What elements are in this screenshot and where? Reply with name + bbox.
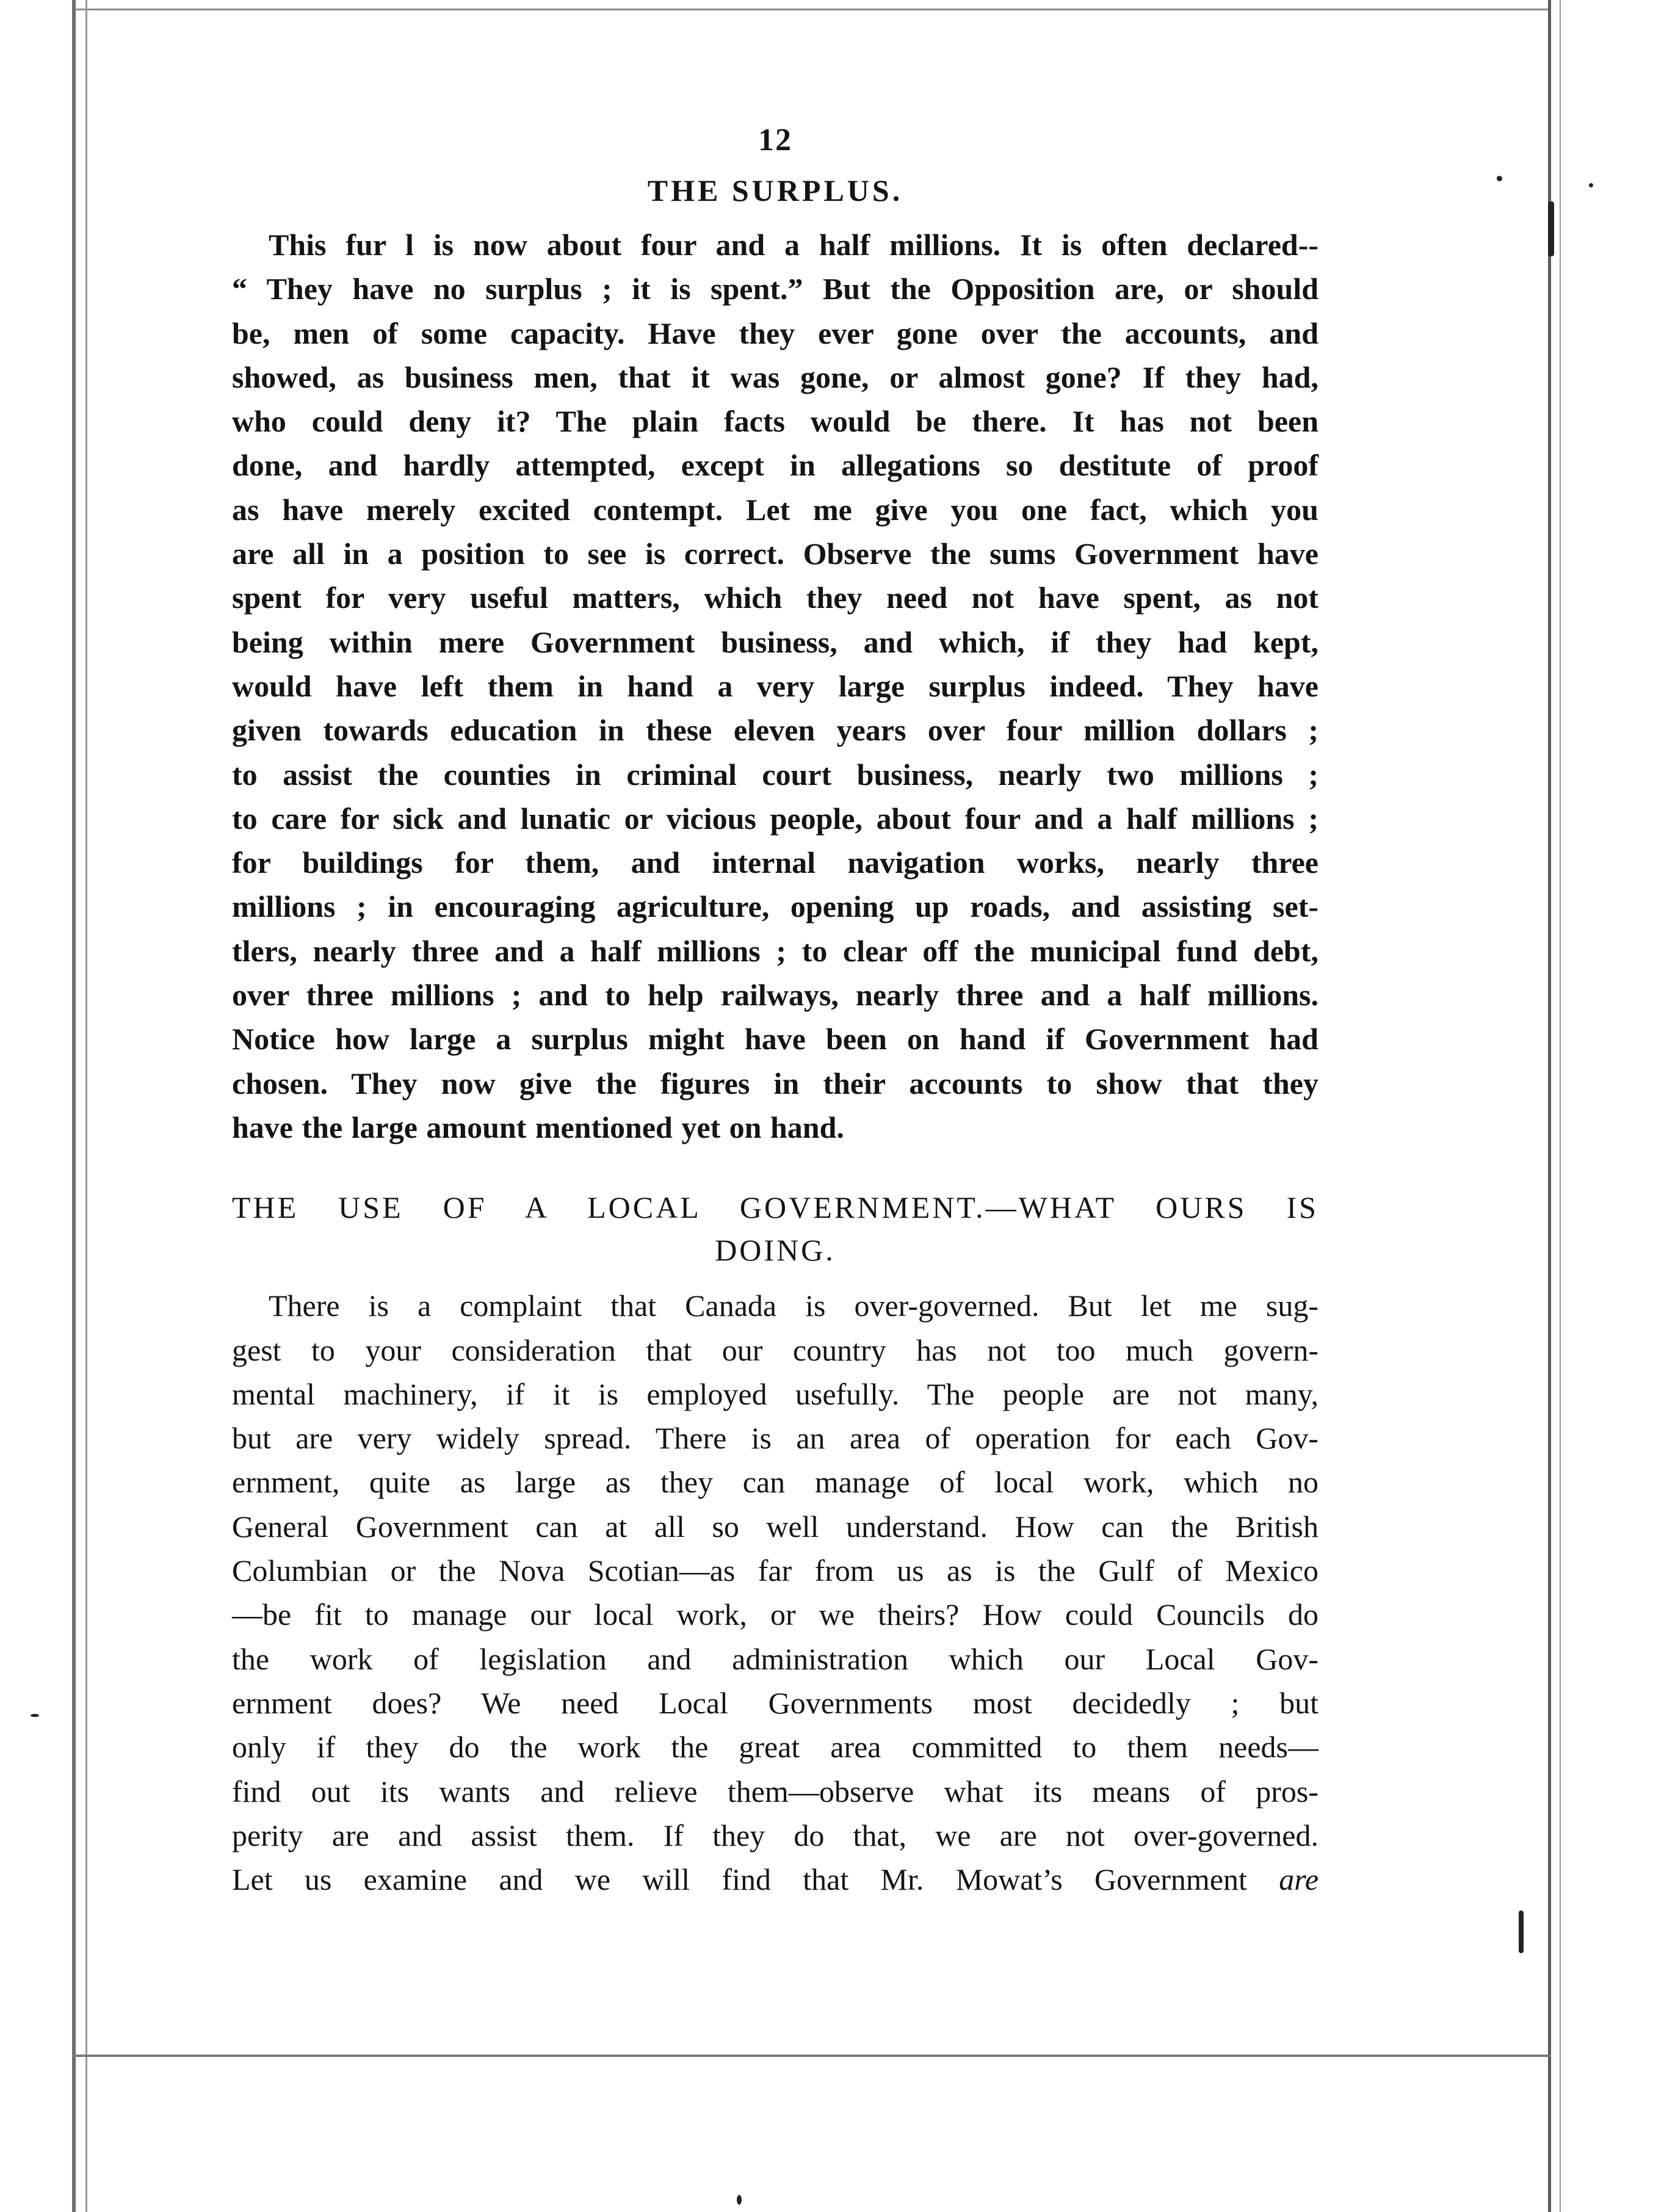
- heading-line: DOING.: [715, 1233, 836, 1268]
- text-line: the work of legislation and administration which our Local Gov-: [232, 1641, 1318, 1676]
- text-line: mental machinery, if it is employed usefully. The people are not many,: [232, 1376, 1318, 1411]
- text-line: This fur l is now about four and a half millions. It is often declared--: [269, 228, 1318, 262]
- scan-speck: [1589, 183, 1593, 187]
- text-line: perity are and assist them. If they do that, we are not over-governed.: [232, 1818, 1318, 1852]
- text-line: ernment does? We need Local Governments most decidedly ; but: [232, 1685, 1318, 1720]
- text-line: who could deny it? The plain facts would be there. It has not been: [232, 404, 1318, 439]
- text-line: showed, as business men, that it was gone, or almost gone? If they had,: [232, 360, 1318, 394]
- text-line: be, men of some capacity. Have they ever gone over the accounts, and: [232, 316, 1318, 350]
- text-line: but are very widely spread. There is an area of operation for each Gov-: [232, 1421, 1318, 1456]
- italic-word: are: [1279, 1862, 1319, 1897]
- scan-speck: [31, 1714, 39, 1717]
- text-line: —be fit to manage our local work, or we theirs? How could Councils do: [232, 1597, 1318, 1632]
- section-heading-surplus: THE SURPLUS.: [647, 173, 903, 208]
- scan-border-top: [72, 9, 1551, 10]
- text-line: There is a complaint that Canada is over-governed. But let me sug-: [269, 1289, 1318, 1323]
- text-line: millions ; in encouraging agriculture, opening up roads, and assisting set-: [232, 889, 1318, 924]
- scan-speck: [737, 2195, 742, 2205]
- scan-speck: [1548, 201, 1554, 256]
- text-line: gest to your consideration that our country has not too much govern-: [232, 1332, 1318, 1367]
- scan-speck: [1497, 176, 1502, 181]
- text-line: over three millions ; and to help railways, nearly three and a half millions.: [232, 978, 1318, 1013]
- text-line: Columbian or the Nova Scotian—as far from us as is the Gulf of Mexico: [232, 1553, 1318, 1588]
- paragraph-local-government: [232, 1284, 1318, 1901]
- scan-border-right: [1548, 0, 1551, 2212]
- text-line: Notice how large a surplus might have been on hand if Government had: [232, 1022, 1318, 1057]
- text-line: chosen. They now give the figures in their accounts to show that they: [232, 1066, 1318, 1101]
- text-line: for buildings for them, and internal navigation works, nearly three: [232, 845, 1318, 880]
- text-line-final-body: Let us examine and we will find that Mr. Mowat’s Government: [232, 1862, 1247, 1897]
- text-line: are all in a position to see is correct. Observe the sums Government have: [232, 537, 1318, 571]
- scan-border-left-inner: [85, 0, 87, 2212]
- text-line: ernment, quite as large as they can manage of local work, which no: [232, 1465, 1318, 1500]
- text-line: being within mere Government business, and which, if they had kept,: [232, 624, 1318, 659]
- text-line: General Government can at all so well understand. How can the British: [232, 1509, 1318, 1544]
- document-page: [232, 122, 1318, 1938]
- scan-border-left: [72, 0, 76, 2212]
- scan-border-bottom: [72, 2055, 1551, 2057]
- text-line: “ They have no surplus ; it is spent.” But the Opposition are, or should: [232, 272, 1318, 306]
- text-line: would have left them in hand a very large surplus indeed. They have: [232, 668, 1318, 703]
- heading-line: THE USE OF A LOCAL GOVERNMENT.—WHAT OURS IS: [232, 1190, 1318, 1225]
- scan-speck: [1519, 1910, 1524, 1953]
- text-line: as have merely excited contempt. Let me give you one fact, which you: [232, 492, 1318, 527]
- section-heading-local-government: [232, 1186, 1318, 1271]
- text-line: have the large amount mentioned yet on hand.: [232, 1110, 844, 1144]
- text-line: find out its wants and relieve them—observe what its means of pros-: [232, 1774, 1318, 1809]
- text-line: only if they do the work the great area committed to them needs—: [232, 1730, 1318, 1765]
- text-line: to care for sick and lunatic or vicious people, about four and a half millions ;: [232, 801, 1318, 836]
- text-line: spent for very useful matters, which they need not have spent, as not: [232, 580, 1318, 615]
- text-line: tlers, nearly three and a half millions ; to clear off the municipal fund debt,: [232, 933, 1318, 968]
- scan-border-right-outer: [1560, 0, 1561, 2212]
- text-line: done, and hardly attempted, except in allegations so destitute of proof: [232, 448, 1318, 483]
- text-line: to assist the counties in criminal court business, nearly two millions ;: [232, 757, 1318, 792]
- page-number: 12: [758, 123, 792, 157]
- paragraph-surplus: [232, 223, 1318, 1149]
- text-line-final: [232, 1857, 1318, 1901]
- text-line: given towards education in these eleven years over four million dollars ;: [232, 713, 1318, 748]
